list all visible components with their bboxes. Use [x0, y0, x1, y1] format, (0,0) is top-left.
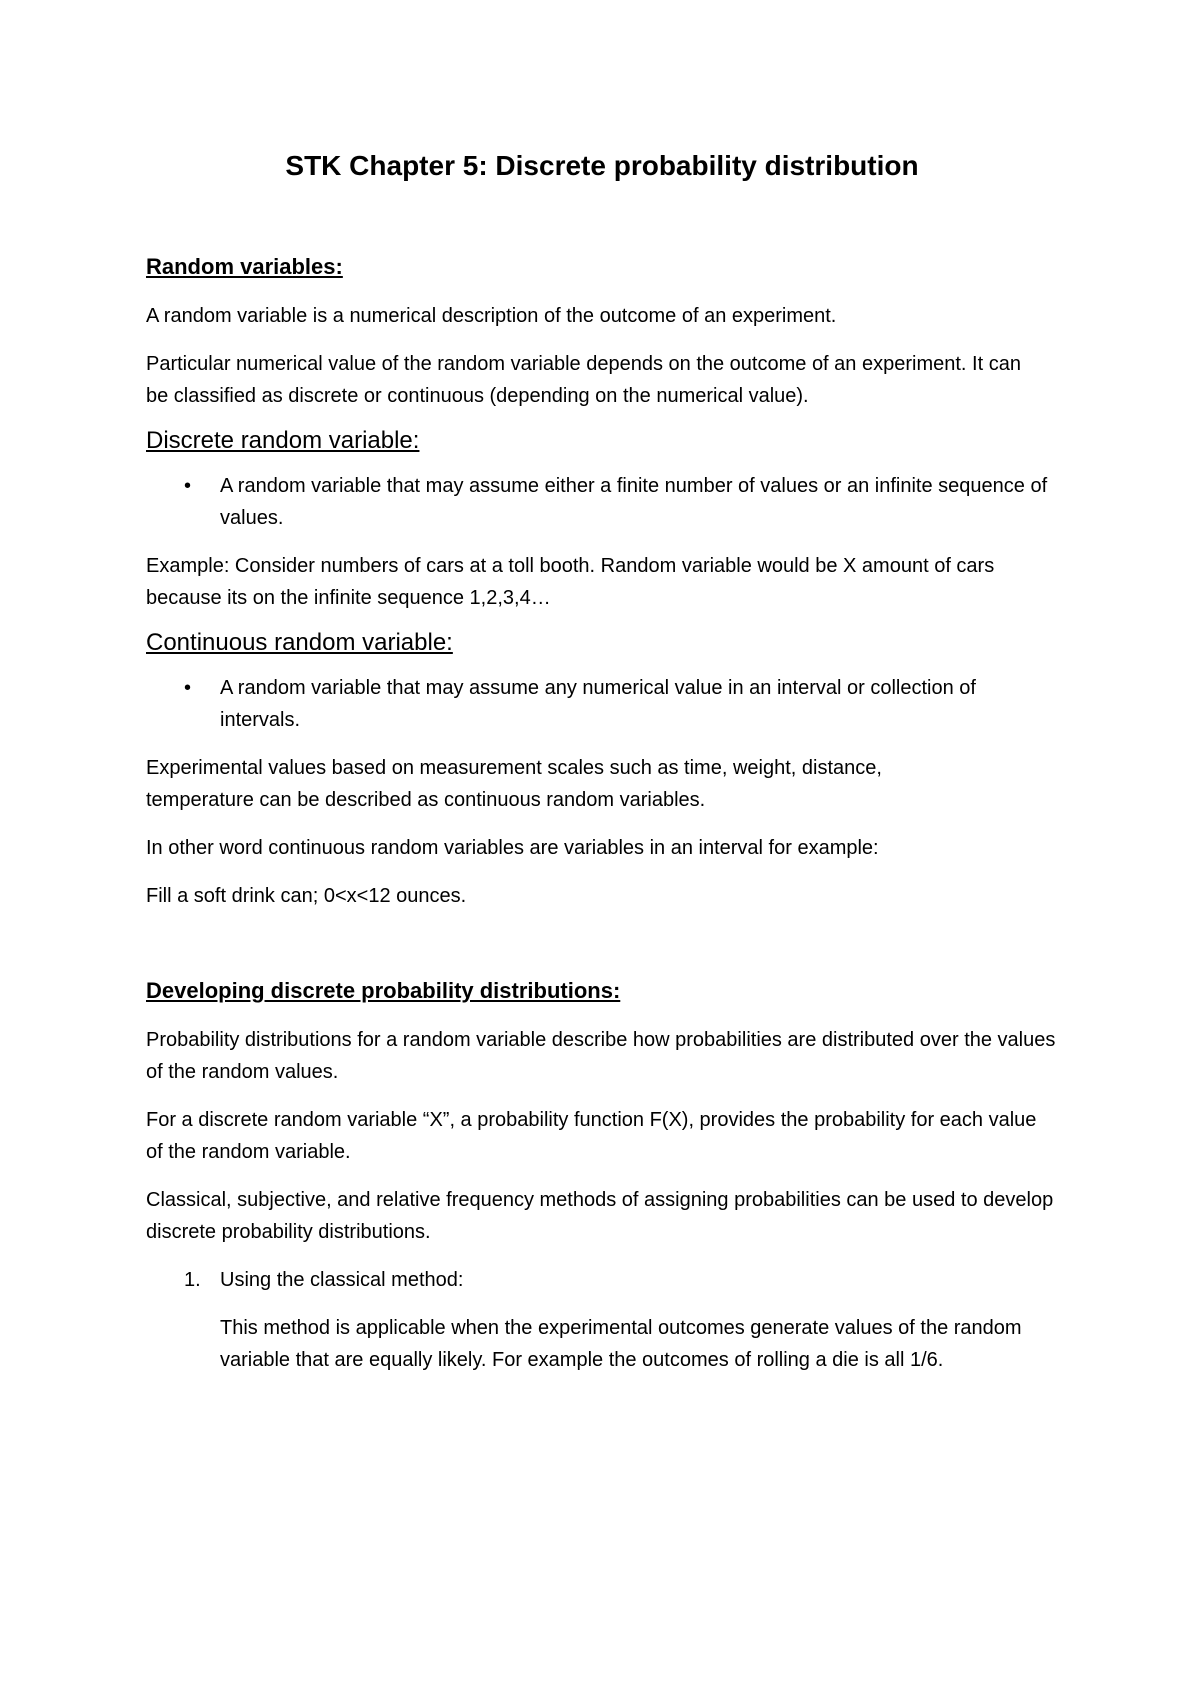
heading-random-variables: Random variables: [146, 254, 343, 279]
paragraph-continuous-interval: In other word continuous random variables are variables in an interval for example: [146, 837, 879, 859]
list-item-text: A random variable that may assume either a finite number of values or an infinite sequence of values. [220, 475, 1048, 529]
paragraph-assignment-methods: Classical, subjective, and relative frequency methods of assigning probabilities can be used to develop discrete probability distributions. [146, 1189, 1054, 1243]
list-item-text: A random variable that may assume any numerical value in an interval or collection of intervals. [220, 677, 976, 731]
heading-continuous-random-variable: Continuous random variable: [146, 629, 453, 656]
paragraph-random-variable-definition: A random variable is a numerical description of the outcome of an experiment. [146, 305, 837, 327]
document-content [146, 148, 1058, 1376]
heading-developing-distributions: Developing discrete probability distributions: [146, 978, 621, 1003]
list-item-classical-method [146, 1264, 1058, 1296]
list-item-discrete-definition [146, 470, 1058, 534]
page-title: STK Chapter 5: Discrete probability distribution [285, 150, 919, 181]
list-item-text: Using the classical method: [220, 1269, 464, 1291]
paragraph-random-variable-classification: Particular numerical value of the random variable depends on the outcome of an experiment. It can be classified as discrete or continuous (depending on the numerical value). [146, 353, 1021, 407]
bullet-icon: • [184, 475, 192, 497]
paragraph-classical-method: This method is applicable when the experimental outcomes generate values of the random variable that are equally likely. For example the outcomes of rolling a die is all 1/6. [220, 1317, 1022, 1371]
list-number: 1. [184, 1269, 201, 1291]
paragraph-discrete-example: Example: Consider numbers of cars at a toll booth. Random variable would be X amount of cars because its on the infinite sequence 1,2,3,4… [146, 555, 995, 609]
paragraph-continuous-example: Fill a soft drink can; 0<x<12 ounces. [146, 885, 467, 907]
bullet-icon: • [184, 677, 192, 699]
paragraph-probability-function: For a discrete random variable “X”, a probability function F(X), provides the probability for each value of the random variable. [146, 1109, 1037, 1163]
list-item-continuous-definition [146, 672, 1058, 736]
paragraph-continuous-measurement: Experimental values based on measurement scales such as time, weight, distance, temperature can be described as continuous random variables. [146, 757, 882, 811]
paragraph-distribution-description: Probability distributions for a random variable describe how probabilities are distributed over the values of the random values. [146, 1029, 1056, 1083]
heading-discrete-random-variable: Discrete random variable: [146, 427, 420, 454]
